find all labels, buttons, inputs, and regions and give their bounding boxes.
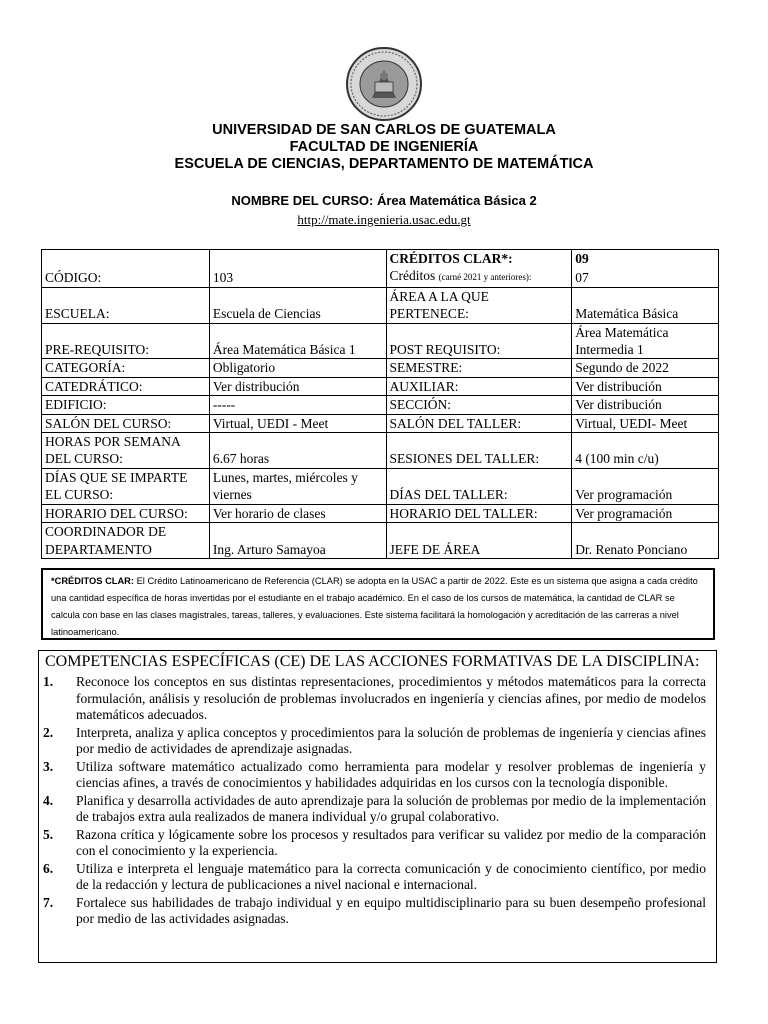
table-row <box>42 433 719 469</box>
dias-value: Lunes, martes, miércoles y viernes <box>209 468 386 504</box>
catedratico-value: Ver distribución <box>209 377 386 395</box>
item-text: Fortalece sus habilidades de trabajo individual y en equipo multidisciplinario para su buen desempeño profesional por medio de las actividades asignadas. <box>76 894 706 926</box>
course-url-link[interactable]: http://mate.ingenieria.usac.edu.gt <box>297 212 471 227</box>
creditos-clar-value: 09 <box>572 250 719 268</box>
clar-note-label: *CRÉDITOS CLAR: <box>51 576 134 586</box>
categoria-value: Obligatorio <box>209 359 386 377</box>
list-item <box>43 827 706 860</box>
creditos-label: Créditos <box>389 268 436 284</box>
table-row <box>42 396 719 414</box>
sesiones-value: 4 (100 min c/u) <box>572 433 719 469</box>
creditos-value: 07 <box>572 267 719 287</box>
item-text: Planifica y desarrolla actividades de auto aprendizaje para la solución de problemas por medio de la implementación de trabajos extra aula realizados de manera individual y/o grupal colaborativo. <box>76 792 706 824</box>
competencias-box <box>38 650 717 963</box>
sesiones-label: SESIONES DEL TALLER: <box>386 433 572 469</box>
item-number: 2. <box>43 724 54 740</box>
prereq-value: Área Matemática Básica 1 <box>209 323 386 359</box>
faculty-name: FACULTAD DE INGENIERÍA <box>289 139 479 155</box>
course-info-table <box>41 249 719 559</box>
escuela-label: ESCUELA: <box>42 287 210 323</box>
salon-curso-label: SALÓN DEL CURSO: <box>42 414 210 432</box>
edificio-value: ----- <box>209 396 386 414</box>
clar-note-box <box>41 568 715 640</box>
item-text: Reconoce los conceptos en sus distintas representaciones, procedimientos y métodos matemáticos para la correcta formulación, análisis y resolución de problemas involucrados en ingeniería y ciencias afines, por medio de modelos matemáticos adecuados. <box>76 674 706 722</box>
salon-taller-label: SALÓN DEL TALLER: <box>386 414 572 432</box>
creditos-clar-label: CRÉDITOS CLAR*: <box>386 250 572 268</box>
item-number: 7. <box>43 894 54 910</box>
area-value: Matemática Básica <box>572 287 719 323</box>
document-header <box>0 122 768 173</box>
item-text: Utiliza e interpreta el lenguaje matemático para la correcta comunicación y de conocimiento científico, por medio de la redacción y lectura de publicaciones a nivel nacional e internacional. <box>76 860 706 892</box>
edificio-label: EDIFICIO: <box>42 396 210 414</box>
postreq-label: POST REQUISITO: <box>386 323 572 359</box>
table-row <box>42 323 719 359</box>
salon-curso-value: Virtual, UEDI - Meet <box>209 414 386 432</box>
list-item <box>43 793 706 826</box>
jefe-value: Dr. Renato Ponciano <box>572 523 719 559</box>
seccion-value: Ver distribución <box>572 396 719 414</box>
jefe-label: JEFE DE ÁREA <box>386 523 572 559</box>
semestre-value: Segundo de 2022 <box>572 359 719 377</box>
item-number: 5. <box>43 826 54 842</box>
item-text: Utiliza software matemático actualizado como herramienta para modelar y resolver problemas de ingeniería y ciencias afines, a través de conocimientos y habilidades adquiridas en los cursos con la tecnología disponible. <box>76 758 706 790</box>
university-name: UNIVERSIDAD DE SAN CARLOS DE GUATEMALA <box>212 122 556 138</box>
area-label: ÁREA A LA QUE PERTENECE: <box>386 287 572 323</box>
escuela-value: Escuela de Ciencias <box>209 287 386 323</box>
postreq-value: Área Matemática Intermedia 1 <box>572 323 719 359</box>
auxiliar-value: Ver distribución <box>572 377 719 395</box>
horas-label: HORAS POR SEMANA DEL CURSO: <box>42 433 210 469</box>
competencias-list <box>43 674 706 928</box>
course-title <box>0 193 768 208</box>
horario-value: Ver horario de clases <box>209 504 386 522</box>
categoria-label: CATEGORÍA: <box>42 359 210 377</box>
list-item <box>43 861 706 894</box>
list-item <box>43 674 706 724</box>
table-row <box>42 377 719 395</box>
clar-note-text: El Crédito Latinoamericano de Referencia (CLAR) se adopta en la USAC a partir de 2022. Este es un sistema que asigna a cada crédito una cantidad específica de horas invertidas por el estudiante en el trabajo académico. En el caso de los cursos de matemática, la cantidad de CLAR se calcula con base en las clases magistrales, tareas, talleres, y evaluaciones. Este sistema facilitará la homologación y acreditación de las carreras a nivel latinoamericano. <box>51 576 698 637</box>
course-label: NOMBRE DEL CURSO: <box>231 193 374 208</box>
list-item <box>43 759 706 792</box>
seccion-label: SECCIÓN: <box>386 396 572 414</box>
list-item <box>43 895 706 928</box>
prereq-label: PRE-REQUISITO: <box>42 323 210 359</box>
item-number: 6. <box>43 860 54 876</box>
school-name: ESCUELA DE CIENCIAS, DEPARTAMENTO DE MATEMÁTICA <box>174 156 594 172</box>
table-row <box>42 359 719 377</box>
semestre-label: SEMESTRE: <box>386 359 572 377</box>
codigo-value: 103 <box>209 250 386 288</box>
dias-taller-value: Ver programación <box>572 468 719 504</box>
course-name: Área Matemática Básica 2 <box>376 193 537 208</box>
horario-taller-label: HORARIO DEL TALLER: <box>386 504 572 522</box>
university-seal-logo <box>339 46 429 122</box>
dias-taller-label: DÍAS DEL TALLER: <box>386 468 572 504</box>
salon-taller-value: Virtual, UEDI- Meet <box>572 414 719 432</box>
item-number: 3. <box>43 758 54 774</box>
list-item <box>43 725 706 758</box>
auxiliar-label: AUXILIAR: <box>386 377 572 395</box>
table-row <box>42 504 719 522</box>
codigo-label: CÓDIGO: <box>42 250 210 288</box>
horas-value: 6.67 horas <box>209 433 386 469</box>
table-row <box>42 468 719 504</box>
table-row <box>42 287 719 323</box>
item-number: 1. <box>43 674 54 689</box>
coordinador-value: Ing. Arturo Samayoa <box>209 523 386 559</box>
dias-label: DÍAS QUE SE IMPARTE EL CURSO: <box>42 468 210 504</box>
table-row <box>42 250 719 268</box>
item-text: Interpreta, analiza y aplica conceptos y procedimientos para la solución de problemas de ingeniería y ciencias afines por medio de actividades de aprendizaje asignadas. <box>76 724 706 756</box>
item-number: 4. <box>43 792 54 808</box>
coordinador-label: COORDINADOR DE DEPARTAMENTO <box>42 523 210 559</box>
competencias-title: COMPETENCIAS ESPECÍFICAS (CE) DE LAS ACCIONES FORMATIVAS DE LA DISCIPLINA: <box>45 653 700 670</box>
horario-label: HORARIO DEL CURSO: <box>42 504 210 522</box>
creditos-note: (carné 2021 y anteriores): <box>438 272 532 283</box>
item-text: Razona crítica y lógicamente sobre los procesos y resultados para verificar su validez por medio de la comparación con el conocimiento y la experiencia. <box>76 826 706 858</box>
horario-taller-value: Ver programación <box>572 504 719 522</box>
creditos-cell <box>386 267 572 287</box>
catedratico-label: CATEDRÁTICO: <box>42 377 210 395</box>
table-row <box>42 414 719 432</box>
table-row <box>42 523 719 559</box>
